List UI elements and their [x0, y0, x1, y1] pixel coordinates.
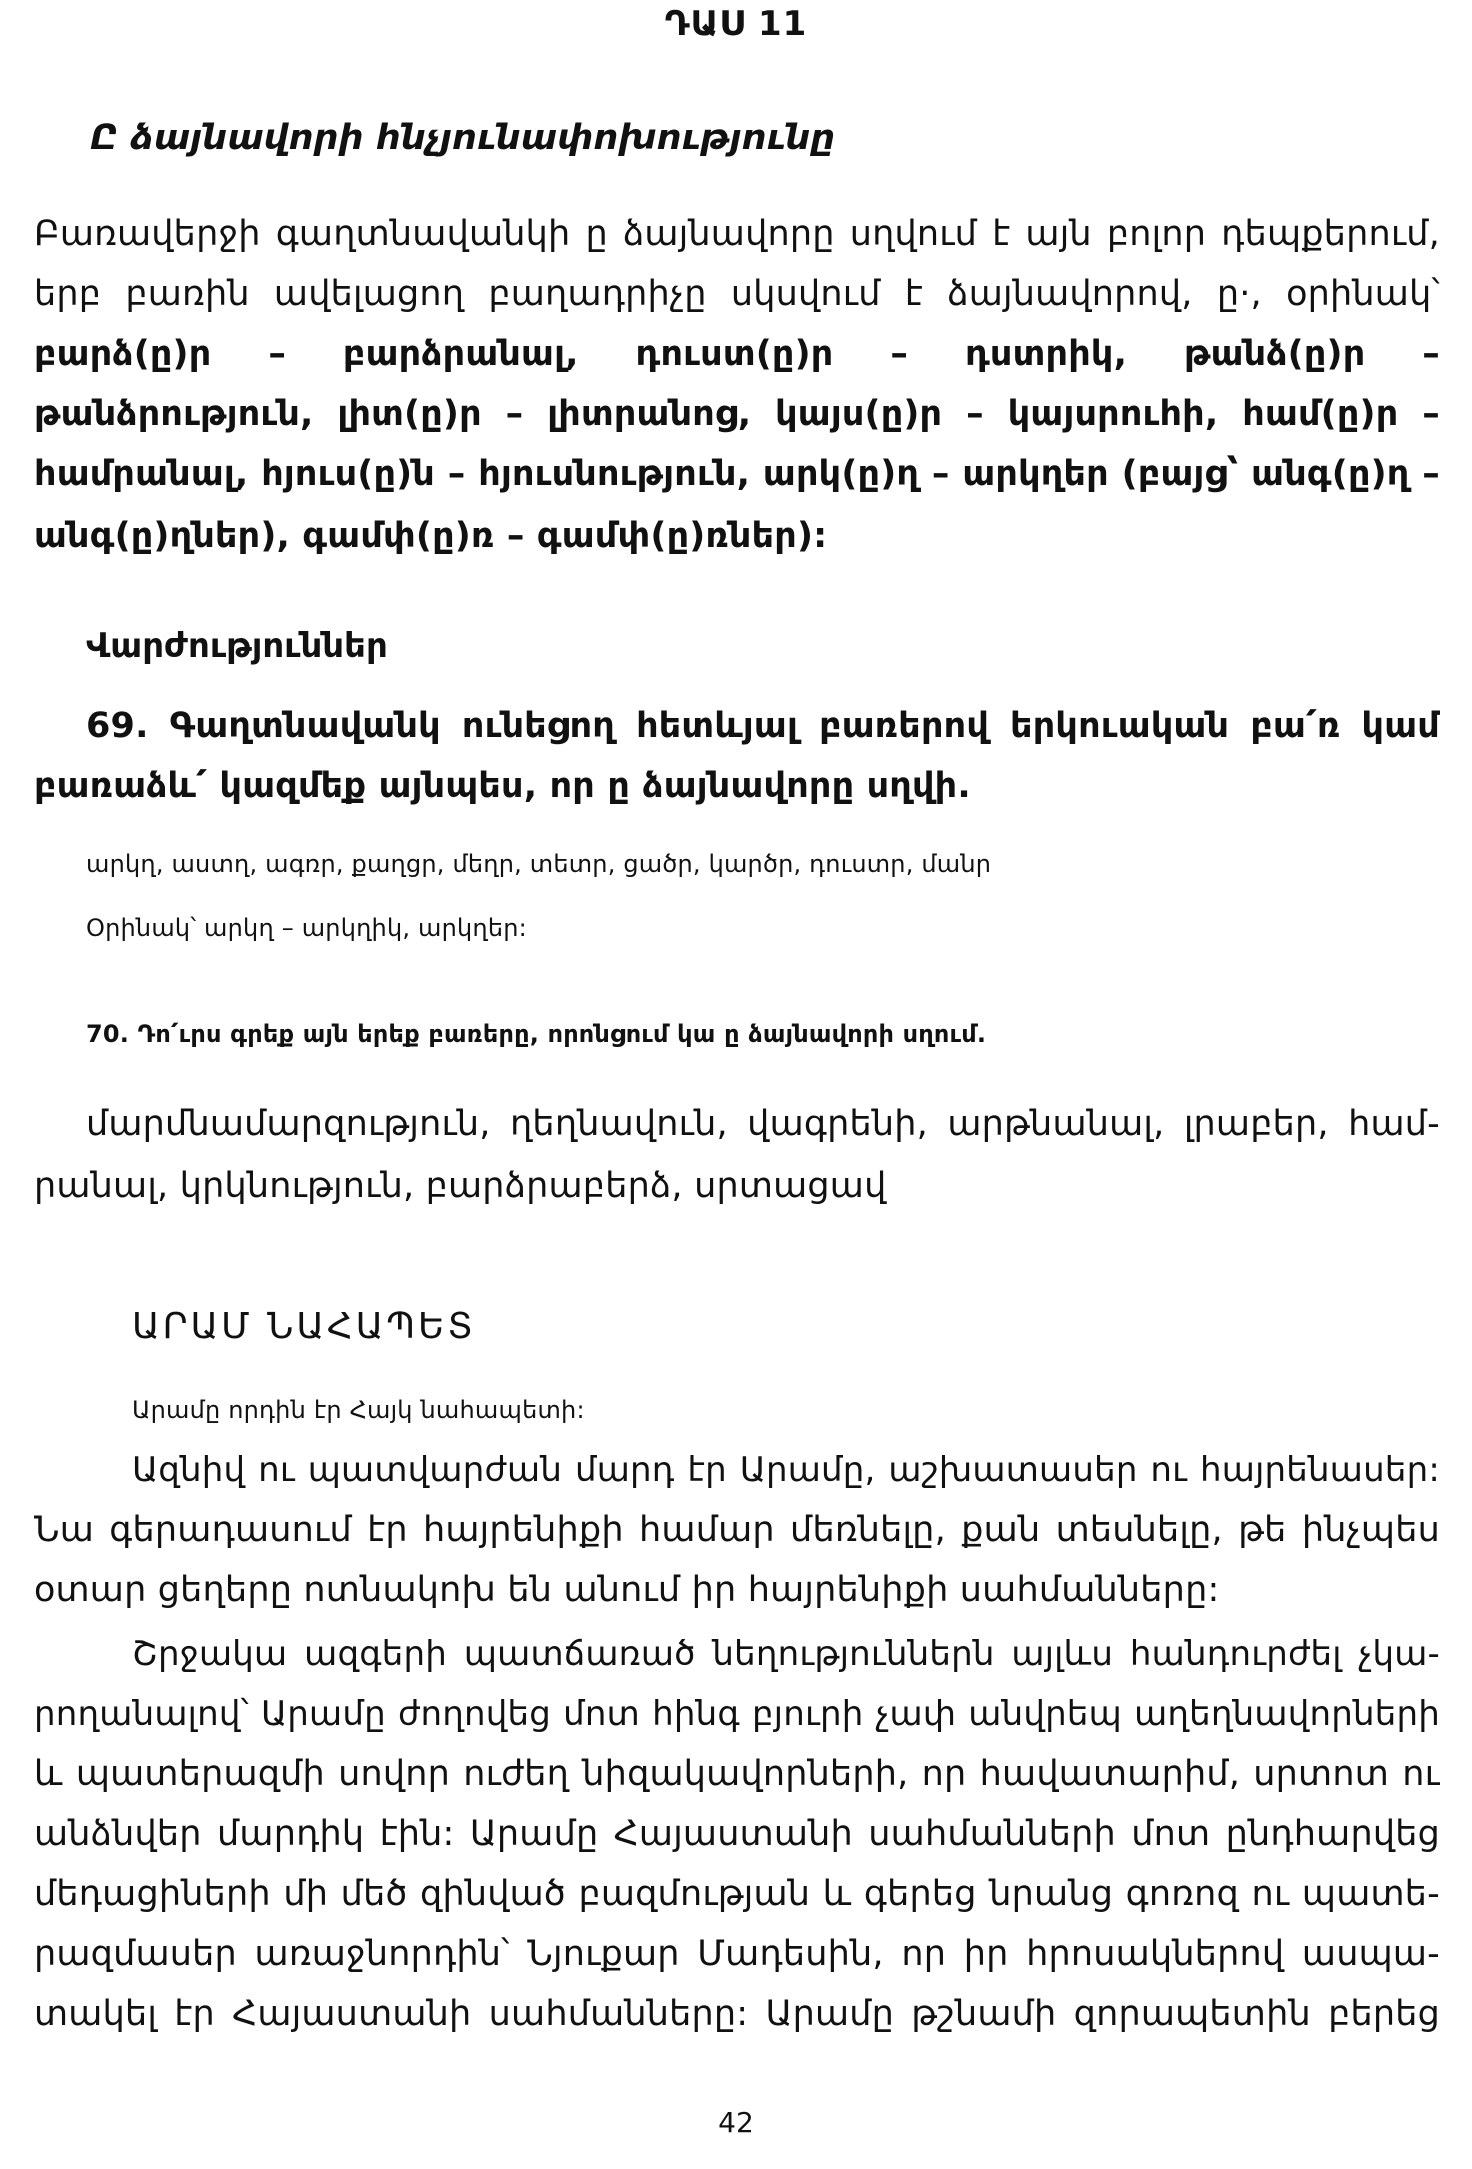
story-line-8: անձնվեր մարդիկ էին: Արամը Հայաստանի սահմանների մոտ ընդհարվեց [34, 1814, 1440, 1854]
exercise-69-words: արկղ, աստղ, ագռր, քաղցր, մեղր, տետր, ցածր, կարծր, դուստր, մանր [86, 850, 992, 878]
exercises-heading: Վարժություններ [86, 626, 388, 666]
story-line-7: և պատերազմի սովոր ուժեղ նիզակավորների, որ հավատարիմ, սրտոտ ու [34, 1754, 1440, 1794]
rule-line-6: անգ(ը)ղներ), գամփ(ը)ռ – գամփ(ը)ռներ): [34, 516, 828, 556]
story-title: ԱՐԱՄ ՆԱՀԱՊԵՏ [132, 1306, 476, 1347]
rule-line-4: թանձրություն, լիտ(ը)ր – լիտրանոց, կայս(ը)ր – կայսրուհի, համ(ը)ր – [34, 394, 1440, 434]
exercise-70-heading: 70. Դո՛ւրս գրեք այն երեք բառերը, որոնցում կա ը ձայնավորի սղում. [86, 1020, 987, 1048]
page-number: 42 [718, 2106, 754, 2139]
exercise-69-line-1: 69. Գաղտնավանկ ունեցող հետևյալ բառերով երկուական բա՛ռ կամ [86, 706, 1440, 746]
section-title: Ը ձայնավորի հնչյունափոխությունը [90, 118, 836, 158]
story-line-6: րողանալով՝ Արամը ժողովեց մոտ հինգ բյուրի չափ անվրեպ աղեղնավորների [34, 1694, 1440, 1734]
exercise-69-line-2: բառաձև՛ կազմեք այնպես, որ ը ձայնավորը սղվի. [34, 766, 971, 806]
exercise-70-line-1: մարմնամարզություն, ղեղնավուն, վագրենի, արթնանալ, լրաբեր, համ- [86, 1104, 1440, 1144]
story-line-5: Շրջակա ազգերի պատճառած նեղություններն այլևս հանդուրժել չկա- [132, 1634, 1440, 1674]
lesson-title: ԴԱՍ 11 [664, 4, 808, 44]
rule-line-3: բարձ(ը)ր – բարձրանալ, դուստ(ը)ր – դստրիկ, թանձ(ը)ր – [34, 334, 1440, 374]
story-line-3: Նա գերադասում էր հայրենիքի համար մեռնելը, քան տեսնելը, թե ինչպես [34, 1510, 1440, 1550]
exercise-69-example: Օրինակ՝ արկղ – արկղիկ, արկղեր: [86, 914, 527, 942]
story-line-11: տակել էր Հայաստանի սահմանները: Արամը թշնամի զորապետին բերեց [34, 1994, 1440, 2034]
story-line-4: օտար ցեղերը ոտնակոխ են անում իր հայրենիքի սահմանները: [34, 1570, 1220, 1610]
rule-line-5: համրանալ, հյուս(ը)ն – հյուսնություն, արկ(ը)ղ – արկղեր (բայց՝ անգ(ը)ղ – [34, 454, 1440, 494]
story-line-9: մեդացիների մի մեծ զինված բազմության և գերեց նրանց գոռոզ ու պատե- [34, 1874, 1440, 1914]
story-line-10: րազմասեր առաջնորդին՝ Նյուքար Մադեսին, որ իր հրոսակներով ասպա- [34, 1934, 1440, 1974]
rule-line-1: Բառավերջի գաղտնավանկի ը ձայնավորը սղվում է այն բոլոր դեպքերում, [34, 214, 1440, 254]
story-line-1: Արամը որդին էր Հայկ նահապետի: [132, 1396, 585, 1424]
rule-line-2: երբ բառին ավելացող բաղադրիչը սկսվում է ձայնավորով, ը·, օրինակ՝ [34, 274, 1440, 314]
exercise-70-line-2: րանալ, կրկնություն, բարձրաբերձ, սրտացավ [34, 1166, 887, 1206]
story-line-2: Ազնիվ ու պատվարժան մարդ էր Արամը, աշխատասեր ու հայրենասեր: [132, 1450, 1440, 1490]
